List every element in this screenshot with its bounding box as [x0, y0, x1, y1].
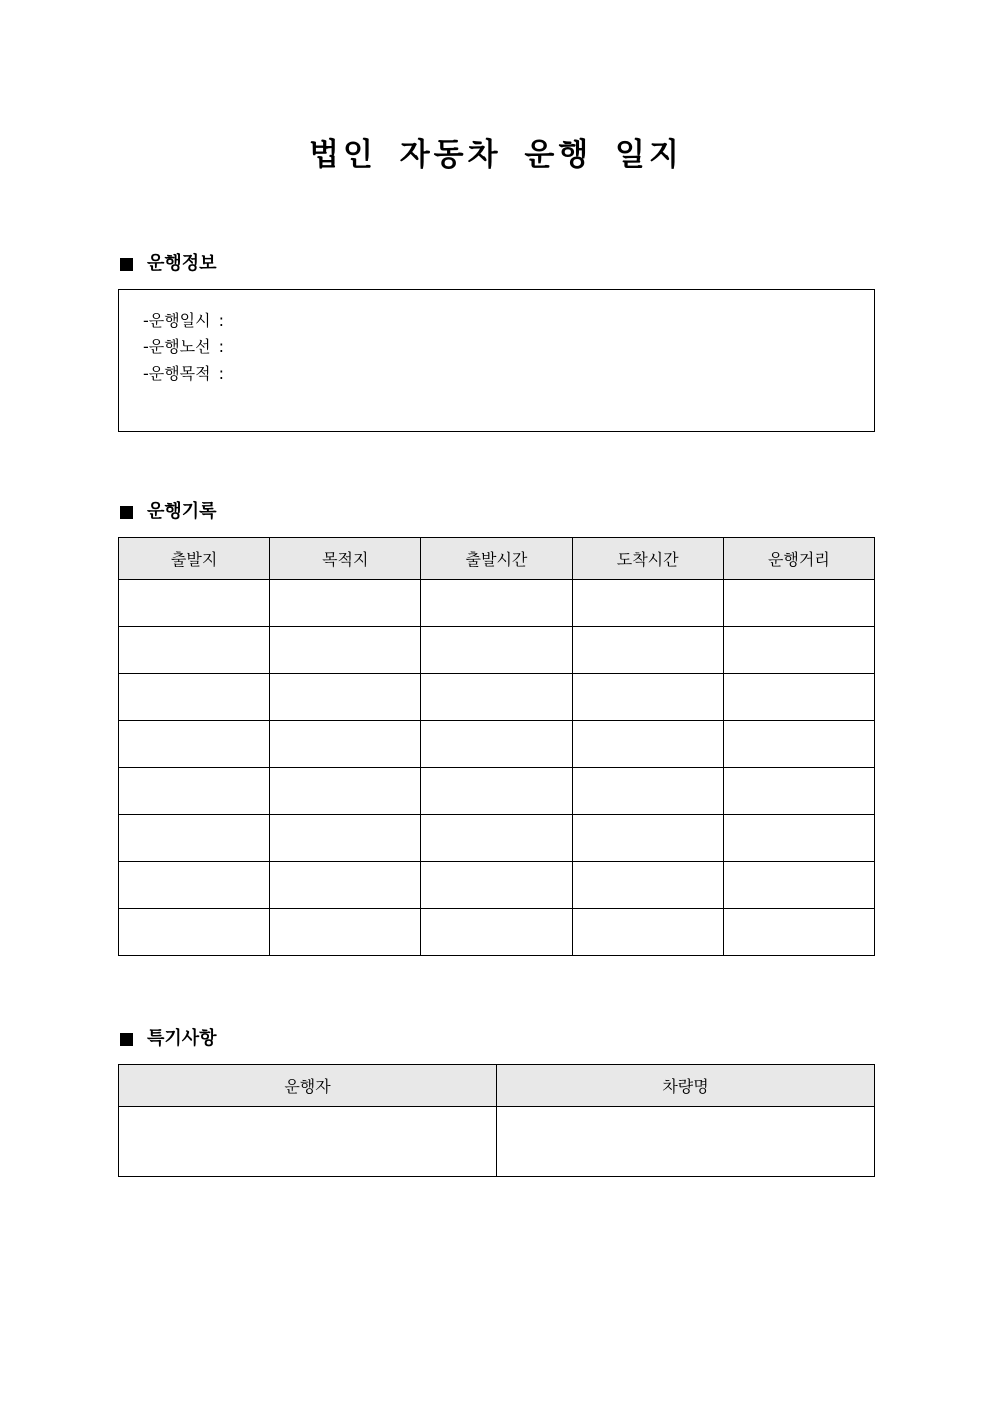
- table-cell[interactable]: [270, 627, 421, 674]
- table-cell[interactable]: [572, 580, 723, 627]
- table-cell[interactable]: [497, 1107, 875, 1177]
- table-cell[interactable]: [421, 627, 572, 674]
- info-colon: :: [218, 311, 224, 330]
- table-cell[interactable]: [723, 580, 874, 627]
- column-header-arrival-time: 도착시간: [572, 538, 723, 580]
- section-heading-label: 특기사항: [147, 1028, 217, 1049]
- table-cell[interactable]: [119, 580, 270, 627]
- notes-table: [118, 1064, 875, 1177]
- table-cell[interactable]: [421, 768, 572, 815]
- table-cell[interactable]: [421, 674, 572, 721]
- table-cell[interactable]: [119, 1107, 497, 1177]
- table-cell[interactable]: [270, 909, 421, 956]
- info-line-purpose[interactable]: [143, 363, 224, 385]
- table-cell[interactable]: [421, 721, 572, 768]
- info-box: [118, 289, 875, 432]
- table-row: [119, 909, 875, 956]
- table-header-row: [119, 1065, 875, 1107]
- column-header-vehicle-name: 차량명: [497, 1065, 875, 1107]
- records-table: [118, 537, 875, 956]
- section-heading-info: [119, 251, 217, 277]
- table-cell[interactable]: [119, 815, 270, 862]
- table-cell[interactable]: [270, 674, 421, 721]
- table-cell[interactable]: [119, 862, 270, 909]
- column-header-departure-time: 출발시간: [421, 538, 572, 580]
- table-cell[interactable]: [723, 721, 874, 768]
- table-header-row: [119, 538, 875, 580]
- table-cell[interactable]: [119, 721, 270, 768]
- table-cell[interactable]: [723, 674, 874, 721]
- table-cell[interactable]: [572, 674, 723, 721]
- table-row: [119, 674, 875, 721]
- table-cell[interactable]: [270, 721, 421, 768]
- table-row: [119, 815, 875, 862]
- table-cell[interactable]: [119, 627, 270, 674]
- table-row: [119, 862, 875, 909]
- section-heading-records: [119, 499, 217, 525]
- table-row: [119, 1107, 875, 1177]
- info-line-route[interactable]: [143, 336, 224, 358]
- table-cell[interactable]: [723, 909, 874, 956]
- info-colon: :: [218, 364, 224, 383]
- table-cell[interactable]: [572, 721, 723, 768]
- table-row: [119, 627, 875, 674]
- table-cell[interactable]: [421, 580, 572, 627]
- table-cell[interactable]: [723, 815, 874, 862]
- table-row: [119, 580, 875, 627]
- info-colon: :: [218, 337, 224, 356]
- column-header-departure: 출발지: [119, 538, 270, 580]
- info-label: -운행목적: [143, 364, 211, 383]
- info-label: -운행일시: [143, 311, 211, 330]
- table-cell[interactable]: [119, 909, 270, 956]
- section-heading-label: 운행기록: [147, 501, 217, 522]
- table-cell[interactable]: [572, 909, 723, 956]
- table-cell[interactable]: [421, 815, 572, 862]
- table-cell[interactable]: [421, 862, 572, 909]
- column-header-driver: 운행자: [119, 1065, 497, 1107]
- info-line-date[interactable]: [143, 310, 224, 332]
- table-cell[interactable]: [119, 674, 270, 721]
- table-cell[interactable]: [270, 815, 421, 862]
- table-cell[interactable]: [572, 862, 723, 909]
- column-header-destination: 목적지: [270, 538, 421, 580]
- table-row: [119, 721, 875, 768]
- column-header-distance: 운행거리: [723, 538, 874, 580]
- table-cell[interactable]: [723, 627, 874, 674]
- table-row: [119, 768, 875, 815]
- table-cell[interactable]: [572, 627, 723, 674]
- table-cell[interactable]: [572, 768, 723, 815]
- section-heading-notes: [119, 1026, 217, 1052]
- table-cell[interactable]: [270, 862, 421, 909]
- table-cell[interactable]: [723, 862, 874, 909]
- table-cell[interactable]: [270, 580, 421, 627]
- table-cell[interactable]: [421, 909, 572, 956]
- section-heading-label: 운행정보: [147, 253, 217, 274]
- table-cell[interactable]: [270, 768, 421, 815]
- square-bullet-icon: [120, 1033, 133, 1046]
- page-title: 법인 자동차 운행 일지: [309, 137, 683, 173]
- info-label: -운행노선: [143, 337, 211, 356]
- square-bullet-icon: [120, 258, 133, 271]
- table-cell[interactable]: [119, 768, 270, 815]
- square-bullet-icon: [120, 506, 133, 519]
- table-cell[interactable]: [723, 768, 874, 815]
- table-cell[interactable]: [572, 815, 723, 862]
